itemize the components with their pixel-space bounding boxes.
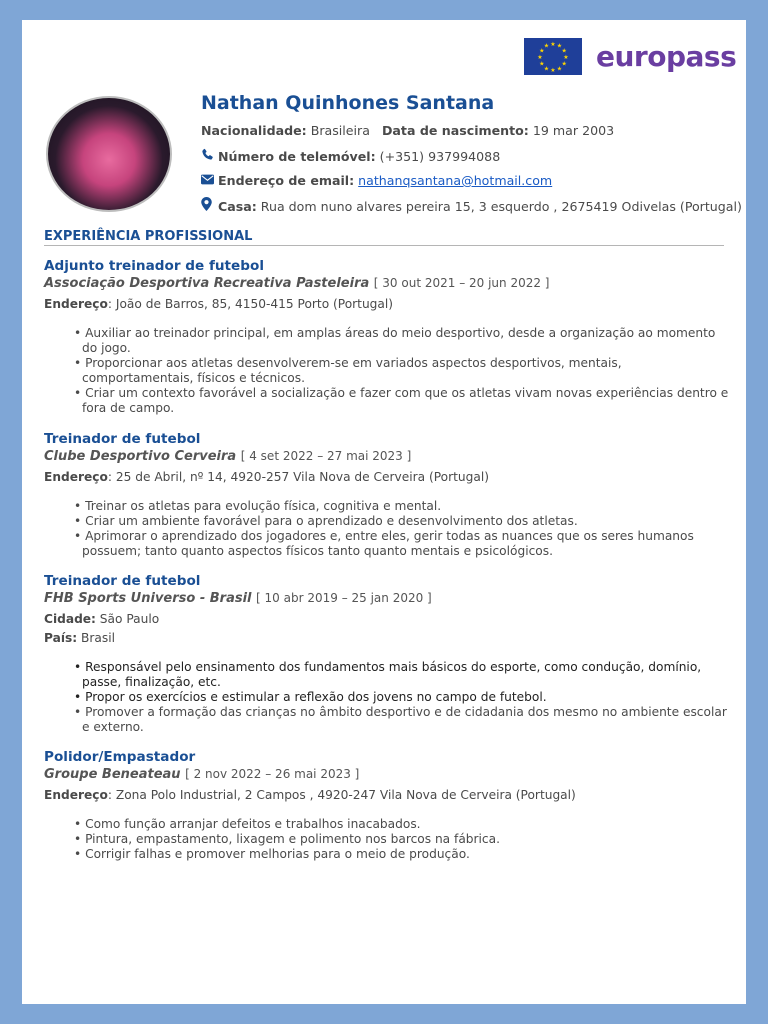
duty-item: • Pintura, empastamento, lixagem e polimento nos barcos na fábrica.: [64, 832, 734, 847]
svg-text:★: ★: [550, 41, 556, 48]
svg-text:★: ★: [556, 42, 563, 50]
nationality-line: [201, 123, 614, 138]
job-title: Treinador de futebol: [44, 431, 201, 447]
job-address: [44, 786, 734, 805]
nationality-label: Nacionalidade:: [201, 123, 307, 138]
phone-line: [201, 148, 500, 164]
job-address: [44, 295, 734, 314]
job-entry: [44, 258, 734, 416]
svg-text:★: ★: [563, 54, 569, 61]
email-label: Endereço de email:: [218, 173, 355, 188]
meta-value: : João de Barros, 85, 4150-415 Porto (Portugal): [107, 297, 394, 311]
job-org-name: Associação Desportiva Recreativa Pasteleira: [44, 276, 370, 291]
meta-value: : 25 de Abril, nº 14, 4920-257 Vila Nova de Cerveira (Portugal): [107, 470, 489, 484]
duty-item: • Proporcionar aos atletas desenvolverem-se em variados aspectos desportivos, mentais, comportamentais, físicos e técnicos.: [64, 356, 734, 386]
eu-flag-icon: [524, 38, 582, 75]
meta-label: Endereço: [44, 788, 108, 802]
job-organization: [44, 766, 734, 783]
meta-value: Brasil: [77, 631, 115, 645]
meta-value: São Paulo: [95, 612, 160, 626]
job-country: [44, 629, 734, 648]
meta-label: Cidade:: [44, 612, 96, 626]
nationality-value: Brasileira: [310, 123, 370, 138]
job-org-name: Groupe Beneateau: [44, 767, 181, 782]
duty-item: • Promover a formação das crianças no âmbito desportivo e de cidadania dos mesmo no ambiente escolar e externo.: [64, 705, 734, 735]
duty-item: • Treinar os atletas para evolução física, cognitiva e mental.: [64, 499, 734, 514]
job-address: [44, 468, 734, 487]
phone-value: (+351) 937994088: [379, 149, 501, 164]
job-entry: [44, 431, 734, 559]
phone-icon: [201, 148, 215, 164]
job-organization: [44, 590, 734, 607]
birth-value: 19 mar 2003: [532, 123, 615, 138]
birth-label: Data de nascimento:: [381, 123, 529, 138]
email-line: [201, 173, 552, 188]
job-dates: [ 30 out 2021 – 20 jun 2022 ]: [373, 276, 550, 290]
location-pin-icon: [201, 197, 215, 214]
duty-item: • Criar um ambiente favorável para o aprendizado e desenvolvimento dos atletas.: [64, 514, 734, 529]
job-title: Adjunto treinador de futebol: [44, 258, 264, 274]
phone-label: Número de telemóvel:: [218, 149, 376, 164]
next-page-top: [22, 942, 746, 1004]
meta-label: País:: [44, 631, 78, 645]
svg-text:★: ★: [543, 42, 550, 50]
duty-item: • Como função arranjar defeitos e trabalhos inacabados.: [64, 817, 734, 832]
meta-value: : Zona Polo Industrial, 2 Campos , 4920-247 Vila Nova de Cerveira (Portugal): [107, 788, 576, 802]
job-dates: [ 2 nov 2022 – 26 mai 2023 ]: [185, 767, 360, 781]
svg-text:★: ★: [539, 60, 545, 68]
home-line: [201, 197, 742, 214]
duty-list: [44, 499, 734, 559]
svg-text:★: ★: [561, 60, 567, 68]
duty-item: • Propor os exercícios e estimular a reflexão dos jovens no campo de futebol.: [64, 690, 734, 705]
duty-list: [44, 660, 734, 735]
job-organization: [44, 448, 734, 465]
job-title: Polidor/Empastador: [44, 749, 196, 765]
envelope-icon: [201, 174, 215, 188]
home-value: Rua dom nuno alvares pereira 15, 3 esquerdo , 2675419 Odivelas (Portugal): [260, 199, 742, 214]
job-dates: [ 10 abr 2019 – 25 jan 2020 ]: [256, 591, 432, 605]
duty-item: • Criar um contexto favorável a socialização e fazer com que os atletas vivam novas experiências dentro e fora de campo.: [64, 386, 734, 416]
job-entry: [44, 573, 734, 735]
home-label: Casa:: [218, 199, 257, 214]
job-title: Treinador de futebol: [44, 573, 201, 589]
meta-label: Endereço: [44, 297, 108, 311]
svg-text:★: ★: [543, 65, 550, 73]
job-dates: [ 4 set 2022 – 27 mai 2023 ]: [240, 449, 412, 463]
email-link[interactable]: nathanqsantana@hotmail.com: [358, 173, 553, 188]
job-organization: [44, 275, 734, 292]
job-org-name: FHB Sports Universo - Brasil: [44, 591, 252, 606]
svg-text:★: ★: [556, 65, 563, 73]
duty-item: • Aprimorar o aprendizado dos jogadores e, entre eles, gerir todas as nuances que os seres humanos possuem; tanto quanto aspectos físicos tanto quanto mentais e psicológicos.: [64, 529, 734, 559]
job-org-name: Clube Desportivo Cerveira: [44, 449, 237, 464]
cv-page: [22, 20, 746, 942]
europass-wordmark: europass: [596, 40, 737, 73]
meta-label: Endereço: [44, 470, 108, 484]
job-city: [44, 610, 734, 629]
duty-list: [44, 326, 734, 416]
section-title-experience: EXPERIÊNCIA PROFISSIONAL: [44, 229, 724, 246]
duty-item: • Corrigir falhas e promover melhorias para o meio de produção.: [64, 847, 734, 862]
person-name: Nathan Quinhones Santana: [201, 92, 495, 114]
job-entry: [44, 749, 734, 862]
svg-text:★: ★: [550, 67, 556, 74]
svg-text:★: ★: [539, 47, 545, 55]
duty-list: [44, 817, 734, 862]
duty-item: • Auxiliar ao treinador principal, em amplas áreas do meio desportivo, desde a organização ao momento do jogo.: [64, 326, 734, 356]
europass-logo: [524, 38, 736, 75]
svg-text:★: ★: [537, 54, 543, 61]
profile-photo: [46, 96, 172, 212]
duty-item: • Responsável pelo ensinamento dos fundamentos mais básicos do esporte, como condução, domínio, passe, finalização, etc.: [64, 660, 734, 690]
svg-text:★: ★: [561, 47, 567, 55]
